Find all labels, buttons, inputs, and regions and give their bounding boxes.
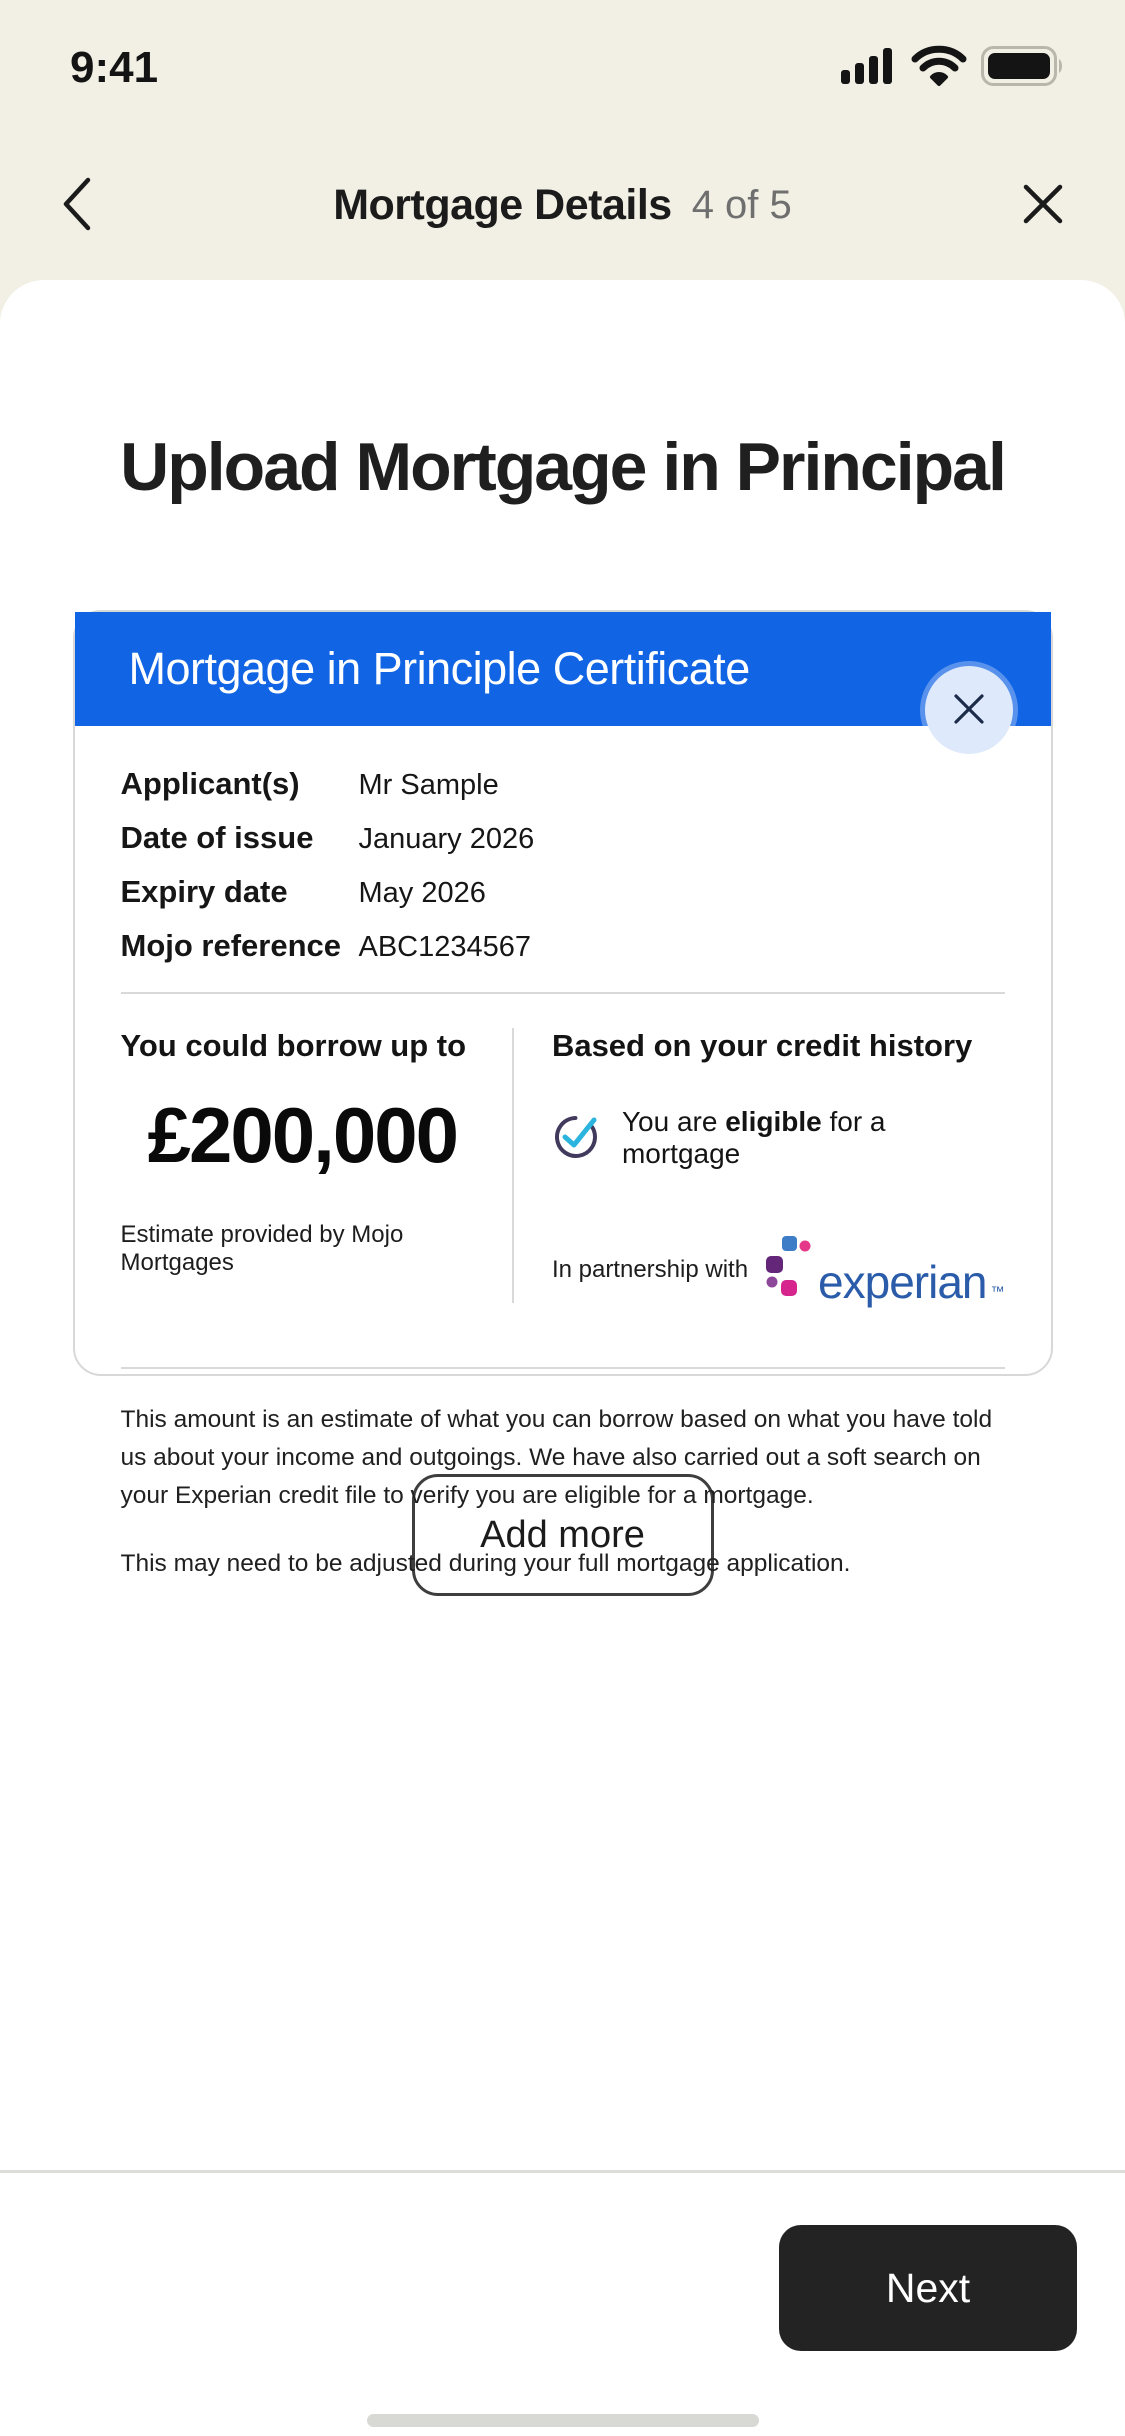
- disclaimer-paragraph-clipped: This may need to be adjusted during your full mortgage application.: [120, 1549, 851, 1577]
- detail-row: [121, 928, 1005, 964]
- disclaimer-paragraph: This amount is an estimate of what you can borrow based on what you have told us about your income and outgoings. We have also carried out a soft search on your Experian credit file to verify you are eligible for a mortgage.: [120, 1406, 993, 1509]
- status-icons: [841, 46, 1065, 91]
- remove-certificate-button[interactable]: [925, 666, 1013, 754]
- credit-column: [514, 1028, 1005, 1308]
- detail-row: [121, 766, 1005, 802]
- eligibility-row: [552, 1106, 1005, 1170]
- nav-title-group: [0, 160, 1125, 250]
- nav-step-indicator: 4 of 5: [691, 182, 792, 227]
- detail-row: [121, 820, 1005, 856]
- close-button[interactable]: [1013, 174, 1073, 237]
- partnership-row: [551, 1236, 1005, 1308]
- home-indicator[interactable]: [367, 2414, 759, 2427]
- experian-wordmark: experian: [818, 1255, 987, 1308]
- detail-label: Expiry date: [120, 874, 288, 909]
- partnership-label: In partnership with: [551, 1255, 749, 1283]
- add-more-button[interactable]: Add more: [412, 1474, 714, 1596]
- back-chevron-icon: [60, 175, 94, 236]
- borrow-amount: £200,000: [147, 1091, 457, 1179]
- borrow-heading: You could borrow up to: [120, 1028, 467, 1063]
- detail-label: Applicant(s): [120, 766, 300, 801]
- next-button[interactable]: Next: [779, 2225, 1077, 2351]
- check-circle-icon: [552, 1111, 602, 1166]
- detail-value: January 2026: [358, 823, 535, 855]
- detail-label: Mojo reference: [120, 928, 342, 963]
- content-sheet: [0, 280, 1125, 2436]
- footer-bar: [0, 2170, 1125, 2436]
- borrow-column: [121, 1028, 513, 1303]
- battery-icon: [981, 46, 1065, 91]
- detail-row: [121, 874, 1005, 910]
- close-icon: [1021, 182, 1065, 229]
- eligibility-text: You are eligible for a mortgage: [621, 1106, 886, 1169]
- detail-label: Date of issue: [120, 820, 314, 855]
- page-title: Upload Mortgage in Principal: [120, 429, 1005, 505]
- certificate-disclaimer: [121, 1369, 1005, 1583]
- back-button[interactable]: [52, 167, 102, 244]
- experian-dots-icon: [766, 1236, 814, 1303]
- experian-logo: [766, 1236, 1005, 1308]
- certificate-title: Mortgage in Principle Certificate: [128, 643, 750, 694]
- status-bar: [0, 0, 1125, 110]
- summary-columns: [121, 994, 1005, 1339]
- nav-bar: [0, 160, 1125, 250]
- status-time: 9:41: [70, 43, 159, 92]
- certificate-body: [75, 726, 1051, 1583]
- trademark-symbol: ™: [990, 1283, 1005, 1299]
- detail-value: May 2026: [358, 877, 486, 909]
- close-icon: [949, 689, 989, 732]
- cellular-signal-icon: [841, 48, 897, 89]
- detail-value: Mr Sample: [358, 769, 499, 801]
- certificate-header: [75, 612, 1051, 726]
- wifi-icon: [913, 47, 965, 90]
- nav-title: Mortgage Details: [333, 180, 672, 229]
- credit-heading: Based on your credit history: [551, 1028, 973, 1063]
- borrow-footnote: Estimate provided by Mojo Mortgages: [120, 1221, 404, 1276]
- detail-value: ABC1234567: [358, 931, 532, 963]
